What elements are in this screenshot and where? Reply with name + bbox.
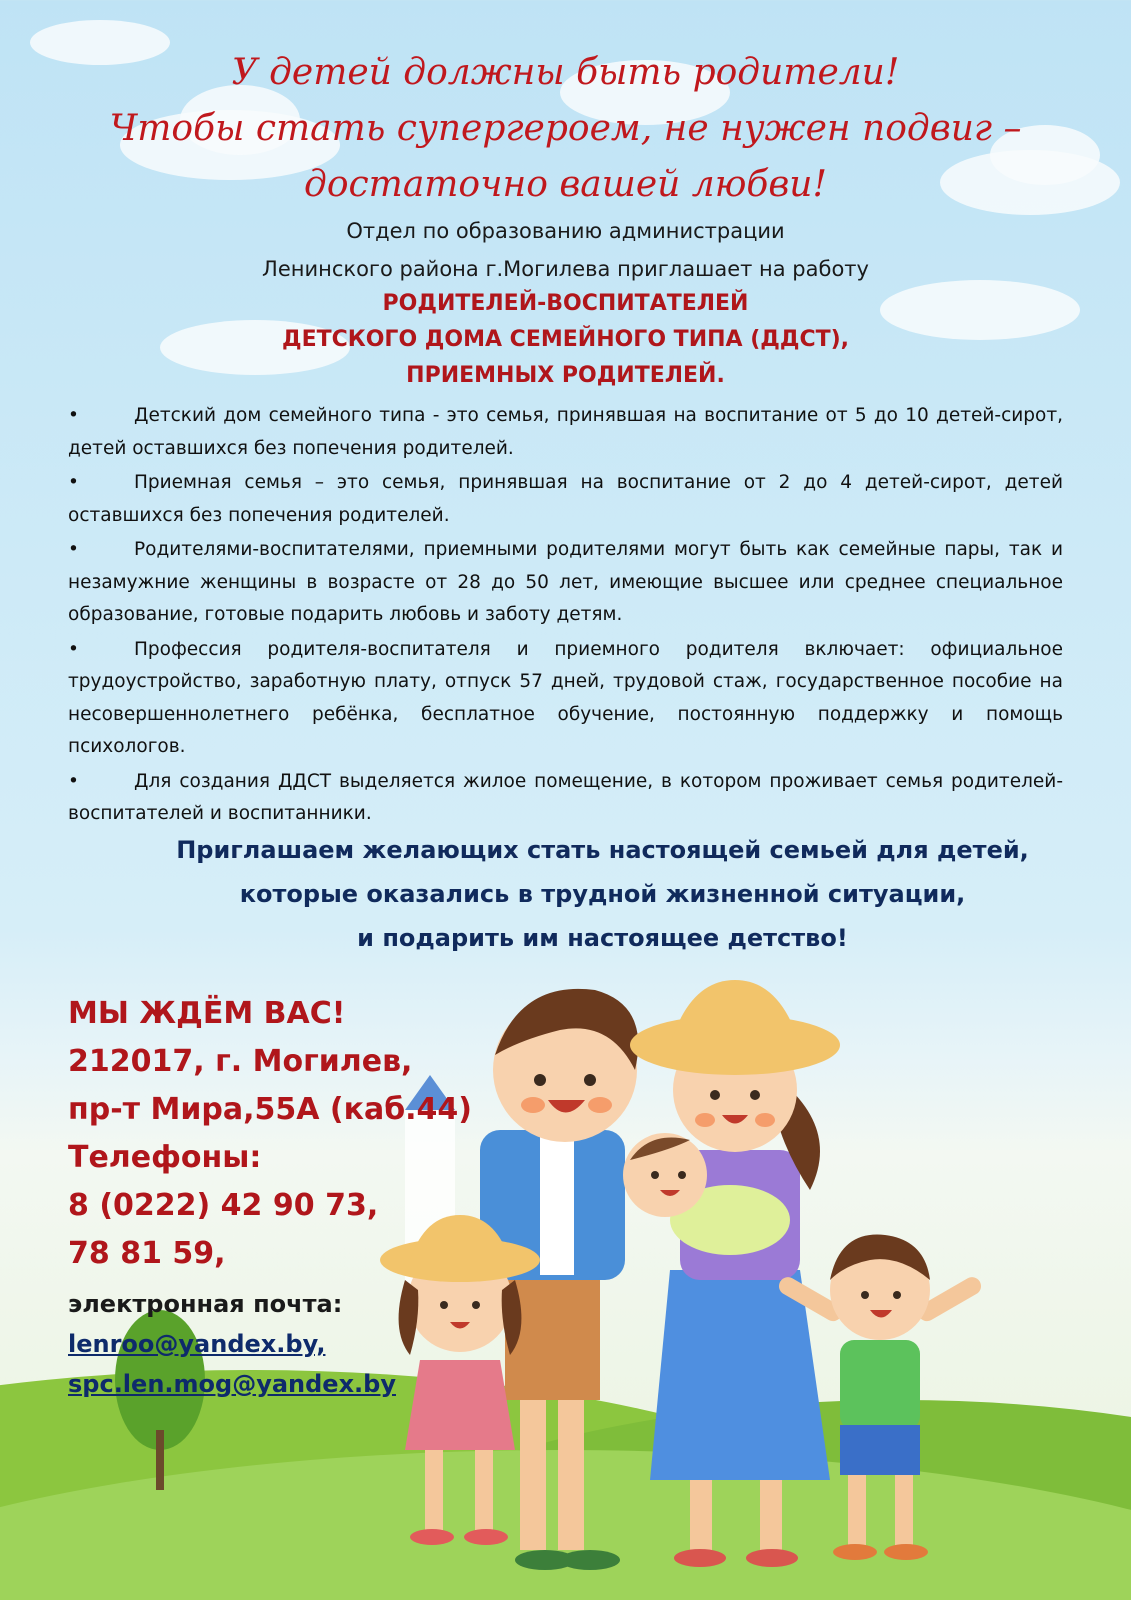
- phone-number: 8 (0222) 42 90 73,: [68, 1188, 379, 1223]
- invitation-heading: [0, 286, 1131, 394]
- call-line: и подарить им настоящее детство!: [357, 924, 848, 952]
- call-line: Приглашаем желающих стать настоящей семьей для детей,: [176, 836, 1029, 864]
- title-line: Чтобы стать супергероем, не нужен подвиг –: [109, 108, 1022, 149]
- email-label: электронная почта:: [68, 1290, 343, 1318]
- bullet-icon: •: [68, 770, 79, 792]
- phones-label: Телефоны:: [68, 1140, 262, 1175]
- invitation-line: ДЕТСКОГО ДОМА СЕМЕЙНОГО ТИПА (ДДСТ),: [281, 327, 850, 352]
- address-line: 212017, г. Могилев,: [68, 1044, 413, 1079]
- bullet-icon: •: [68, 472, 79, 493]
- title-line: У детей должны быть родители!: [231, 52, 900, 93]
- mother-figure: [630, 980, 840, 1567]
- bullet-icon: •: [68, 638, 79, 660]
- tree-trunk: [156, 1430, 164, 1490]
- contact-block: [68, 990, 472, 1404]
- organization-line: Отдел по образованию администрации: [346, 219, 785, 243]
- organization-text: [0, 212, 1131, 288]
- list-item: [68, 534, 1063, 632]
- email-link[interactable]: spc.len.mog@yandex.by: [68, 1370, 396, 1398]
- call-line: которые оказались в трудной жизненной ситуации,: [239, 880, 966, 908]
- address-line: пр-т Мира,55А (каб.44): [68, 1092, 473, 1127]
- list-item: [68, 400, 1063, 465]
- email-link[interactable]: lenroo@yandex.by,: [68, 1330, 326, 1358]
- poster-title: [0, 45, 1131, 213]
- invitation-line: ПРИЕМНЫХ РОДИТЕЛЕЙ.: [406, 363, 725, 388]
- bullet-icon: •: [68, 405, 79, 426]
- info-list: [68, 400, 1063, 833]
- list-item-text: Детский дом семейного типа - это семья, принявшая на воспитание от 5 до 10 детей-сирот, детей оставшихся без попечения родителей.: [68, 405, 1063, 459]
- list-item: [68, 634, 1063, 764]
- call-to-action: [0, 828, 1131, 960]
- bullet-icon: •: [68, 539, 79, 560]
- list-item-text: Профессия родителя-воспитателя и приемного родителя включает: официальное трудоустройство, заработную плату, отпуск 57 дней, трудовой стаж, государственное пособие на несовершеннолетнего ребёнка, бесплатное обучение, постоянную поддержку и помощь психологов.: [68, 638, 1063, 757]
- title-line: достаточно вашей любви!: [304, 164, 827, 205]
- list-item: [68, 467, 1063, 532]
- list-item: [68, 766, 1063, 831]
- phone-number: 78 81 59,: [68, 1236, 226, 1271]
- list-item-text: Приемная семья – это семья, принявшая на воспитание от 2 до 4 детей-сирот, детей оставшихся без попечения родителей.: [68, 472, 1063, 526]
- list-item-text: Родителями-воспитателями, приемными родителями могут быть как семейные пары, так и незамужние женщины в возрасте от 28 до 50 лет, имеющие высшее или среднее специальное образование, готовые подарить любовь и заботу детям.: [68, 539, 1063, 625]
- organization-line: Ленинского района г.Могилева приглашает на работу: [262, 257, 869, 281]
- invitation-line: РОДИТЕЛЕЙ-ВОСПИТАТЕЛЕЙ: [382, 291, 749, 316]
- contact-heading: МЫ ЖДЁМ ВАС!: [68, 996, 346, 1031]
- list-item-text: Для создания ДДСТ выделяется жилое помещение, в котором проживает семья родителей-воспитателей и воспитанники.: [68, 770, 1063, 824]
